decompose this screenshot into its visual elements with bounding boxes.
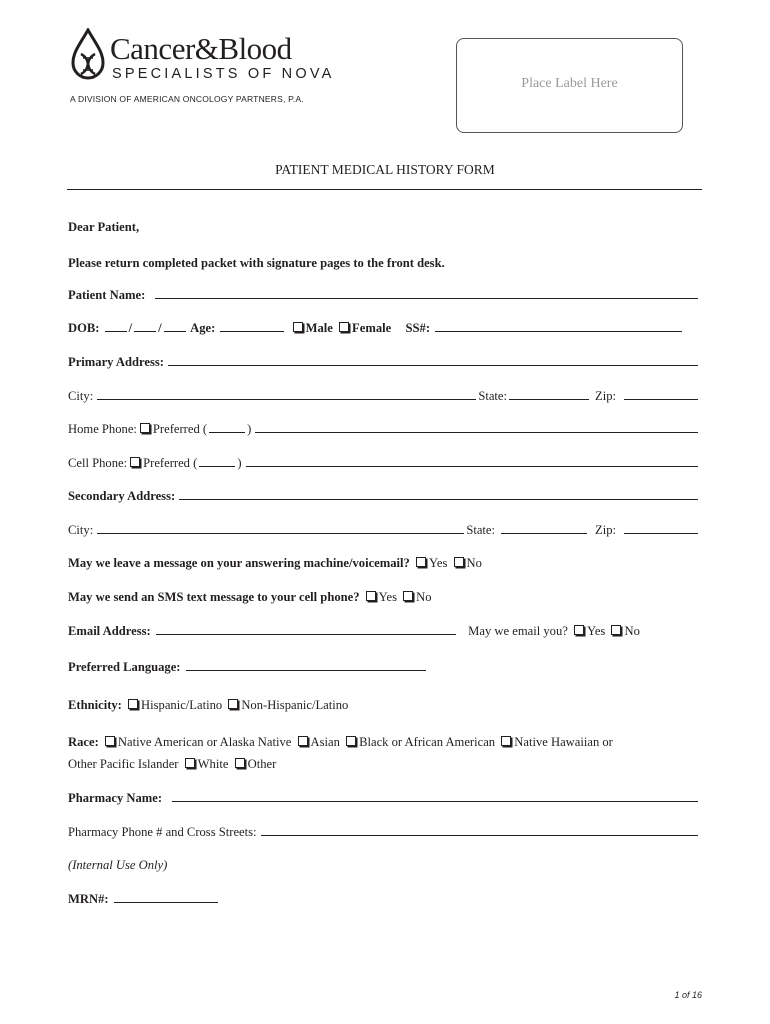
ethnicity-label: Ethnicity: — [68, 698, 122, 712]
race-row-2 — [68, 756, 700, 772]
ethnicity-non-hispanic-checkbox[interactable] — [228, 699, 238, 709]
ethnicity-hispanic-label: Hispanic/Latino — [141, 698, 223, 712]
home-phone-label: Home Phone: — [68, 422, 137, 436]
age-label: Age: — [190, 321, 216, 335]
state-field-2[interactable] — [501, 533, 587, 534]
sms-question: May we send an SMS text message to your cell phone? — [68, 590, 360, 604]
sms-yes-checkbox[interactable] — [366, 591, 376, 601]
zip-field-2[interactable] — [624, 533, 698, 534]
label-placeholder-text: Place Label Here — [521, 76, 618, 91]
race-white-checkbox[interactable] — [185, 758, 195, 768]
race-asian-label: Asian — [310, 735, 340, 749]
sms-yes-label: Yes — [378, 590, 397, 604]
patient-name-label: Patient Name: — [68, 288, 146, 302]
age-field[interactable] — [220, 331, 284, 332]
email-no-checkbox[interactable] — [611, 625, 621, 635]
home-phone-field[interactable] — [255, 432, 698, 433]
state-label: State: — [478, 389, 507, 403]
race-row-1 — [68, 734, 700, 750]
pharmacy-phone-field[interactable] — [261, 835, 698, 836]
race-other-label: Other — [247, 757, 277, 771]
race-native-american-checkbox[interactable] — [105, 736, 115, 746]
email-field[interactable] — [156, 634, 456, 635]
cell-preferred-label: Preferred ( — [143, 456, 198, 470]
sms-no-checkbox[interactable] — [403, 591, 413, 601]
email-yes-checkbox[interactable] — [574, 625, 584, 635]
home-preferred-field[interactable] — [209, 432, 245, 433]
home-preferred-checkbox[interactable] — [140, 423, 150, 433]
brand-division: A DIVISION OF AMERICAN ONCOLOGY PARTNERS, P.A. — [70, 94, 304, 104]
pharmacy-field[interactable] — [172, 801, 698, 802]
state-field[interactable] — [509, 399, 589, 400]
voicemail-question: May we leave a message on your answering machine/voicemail? — [68, 556, 410, 570]
brand-subtitle: SPECIALISTS OF NOVA — [112, 66, 335, 82]
patient-name-field[interactable] — [155, 298, 698, 299]
language-row — [68, 659, 700, 675]
female-checkbox[interactable] — [339, 322, 349, 332]
dob-row — [68, 320, 700, 336]
race-pacific-islander-label: Other Pacific Islander — [68, 757, 179, 771]
sms-no-label: No — [416, 590, 432, 604]
email-question: May we email you? — [468, 624, 568, 638]
form-title: PATIENT MEDICAL HISTORY FORM — [275, 162, 495, 177]
male-label: Male — [305, 321, 333, 335]
voicemail-yes-label: Yes — [429, 556, 448, 570]
greeting: Dear Patient, — [68, 220, 140, 234]
secondary-address-field[interactable] — [179, 499, 698, 500]
primary-address-field[interactable] — [168, 365, 698, 366]
cell-preferred-checkbox[interactable] — [130, 457, 140, 467]
secondary-address-label: Secondary Address: — [68, 489, 176, 503]
ethnicity-non-hispanic-label: Non-Hispanic/Latino — [241, 698, 349, 712]
dob-separator: / — [128, 321, 133, 335]
race-hawaiian-label: Native Hawaiian or — [514, 735, 613, 749]
dna-drop-icon — [70, 28, 106, 82]
zip-label-2: Zip: — [595, 523, 616, 537]
pharmacy-label: Pharmacy Name: — [68, 791, 163, 805]
email-yes-label: Yes — [587, 624, 606, 638]
brand-name: Cancer&Blood — [110, 31, 292, 66]
language-label: Preferred Language: — [68, 660, 181, 674]
voicemail-row — [68, 555, 700, 571]
race-white-label: White — [197, 757, 229, 771]
mrn-row — [68, 891, 700, 907]
race-other-checkbox[interactable] — [235, 758, 245, 768]
city-label: City: — [68, 389, 94, 403]
paren-close: ) — [247, 422, 252, 436]
internal-use-note: (Internal Use Only) — [68, 858, 168, 872]
home-preferred-label: Preferred ( — [152, 422, 208, 436]
dob-day-field[interactable] — [134, 331, 156, 332]
ethnicity-hispanic-checkbox[interactable] — [128, 699, 138, 709]
cell-phone-label: Cell Phone: — [68, 456, 128, 470]
email-no-label: No — [624, 624, 640, 638]
sms-row — [68, 589, 700, 605]
male-checkbox[interactable] — [293, 322, 303, 332]
dob-separator: / — [158, 321, 162, 335]
race-black-checkbox[interactable] — [346, 736, 356, 746]
ssn-label: SS#: — [405, 321, 431, 335]
email-label: Email Address: — [68, 624, 151, 638]
voicemail-no-checkbox[interactable] — [454, 557, 464, 567]
dob-label: DOB: — [68, 321, 100, 335]
label-placeholder-box — [456, 38, 683, 133]
race-hawaiian-checkbox[interactable] — [501, 736, 511, 746]
race-asian-checkbox[interactable] — [298, 736, 308, 746]
brand-logo — [70, 28, 340, 108]
pharmacy-phone-label: Pharmacy Phone # and Cross Streets: — [68, 825, 257, 839]
cell-preferred-field[interactable] — [199, 466, 235, 467]
instructions: Please return completed packet with signature pages to the front desk. — [68, 256, 445, 270]
dob-month-field[interactable] — [105, 331, 127, 332]
race-native-american-label: Native American or Alaska Native — [117, 735, 292, 749]
email-row — [68, 623, 700, 639]
paren-close: ) — [237, 456, 242, 470]
zip-field[interactable] — [624, 399, 698, 400]
dob-year-field[interactable] — [164, 331, 186, 332]
language-field[interactable] — [186, 670, 426, 671]
title-divider — [67, 189, 702, 190]
race-label: Race: — [68, 735, 99, 749]
cell-phone-field[interactable] — [246, 466, 698, 467]
primary-address-label: Primary Address: — [68, 355, 164, 369]
female-label: Female — [352, 321, 392, 335]
ssn-field[interactable] — [435, 331, 682, 332]
page-number: 1 of 16 — [674, 990, 702, 1000]
race-black-label: Black or African American — [359, 735, 496, 749]
city-label-2: City: — [68, 523, 94, 537]
ethnicity-row — [68, 697, 700, 713]
voicemail-no-label: No — [466, 556, 482, 570]
mrn-label: MRN#: — [68, 892, 109, 906]
state-label-2: State: — [466, 523, 495, 537]
city-field[interactable] — [97, 399, 476, 400]
voicemail-yes-checkbox[interactable] — [416, 557, 426, 567]
city-field-2[interactable] — [97, 533, 464, 534]
zip-label: Zip: — [595, 389, 616, 403]
mrn-field[interactable] — [114, 902, 218, 903]
